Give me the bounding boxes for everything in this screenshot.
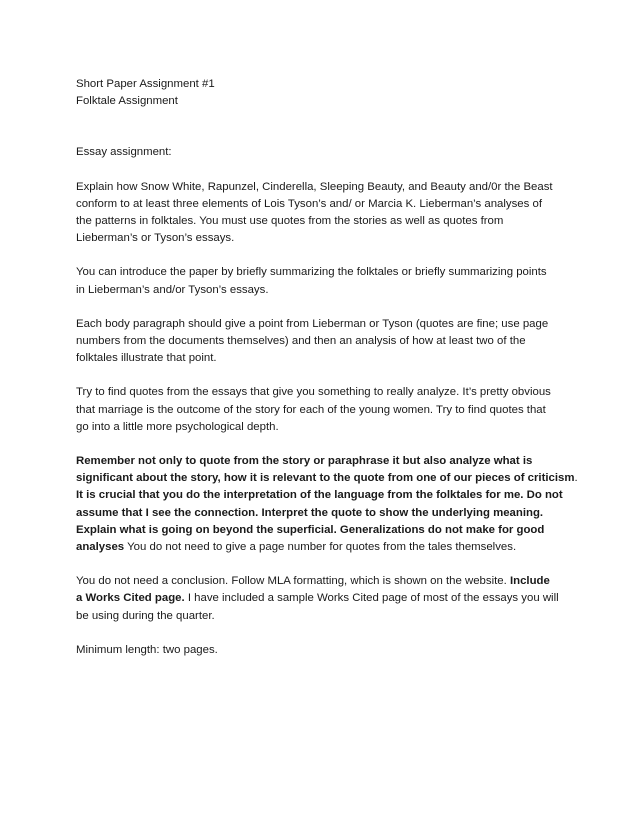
assignment-title: Short Paper Assignment #1: [76, 78, 215, 90]
assignment-subtitle: Folktale Assignment: [76, 95, 178, 108]
paragraph-instructions: Explain how Snow White, Rapunzel, Cinderella, Sleeping Beauty, and Beauty and/0r the Beast conform to at least three elements of Lois Tyson’s and/ or Marcia K. Lieberman’s analyses of the patterns in folktales. You must use quotes from the stories as well as quotes from Lieberman’s or Tyson’s essays.: [76, 180, 553, 245]
paragraph-length: Minimum length: two pages.: [76, 643, 218, 656]
paragraph-format: You do not need a conclusion. Follow MLA formatting, which is shown on the website. Include a Works Cited page. I have included a sample Works Cited page of most of the essays you will be using during the quarter.: [76, 575, 559, 622]
paragraph-emphasis: Remember not only to quote from the story or paraphrase it but also analyze what is significant about the story, how it is relevant to the quote from one of our pieces of criticism. It is crucial that you do the interpretation of the language from the folktales for me. Do not assume that I see the connection. Interpret the quote to show the underlying meaning. Explain what is going on beyond the superficial. Generalizations do not make for good analyses You do not need to give a page number for quotes from the tales themselves.: [76, 455, 578, 554]
section-label: Essay assignment:: [76, 146, 172, 159]
document-body: [76, 76, 578, 676]
paragraph-body: Each body paragraph should give a point from Lieberman or Tyson (quotes are fine; use page numbers from the documents themselves) and then an analysis of how at least two of the folktales illustrate that point.: [76, 317, 549, 365]
paragraph-introduction: You can introduce the paper by briefly summarizing the folktales or briefly summarizing points in Lieberman’s and/or Tyson’s essays.: [76, 266, 547, 296]
paragraph-quotes: Try to find quotes from the essays that give you something to really analyze. It’s pretty obvious that marriage is the outcome of the story for each of the young women. Try to find quotes that go into a little more psychological depth.: [76, 386, 551, 433]
